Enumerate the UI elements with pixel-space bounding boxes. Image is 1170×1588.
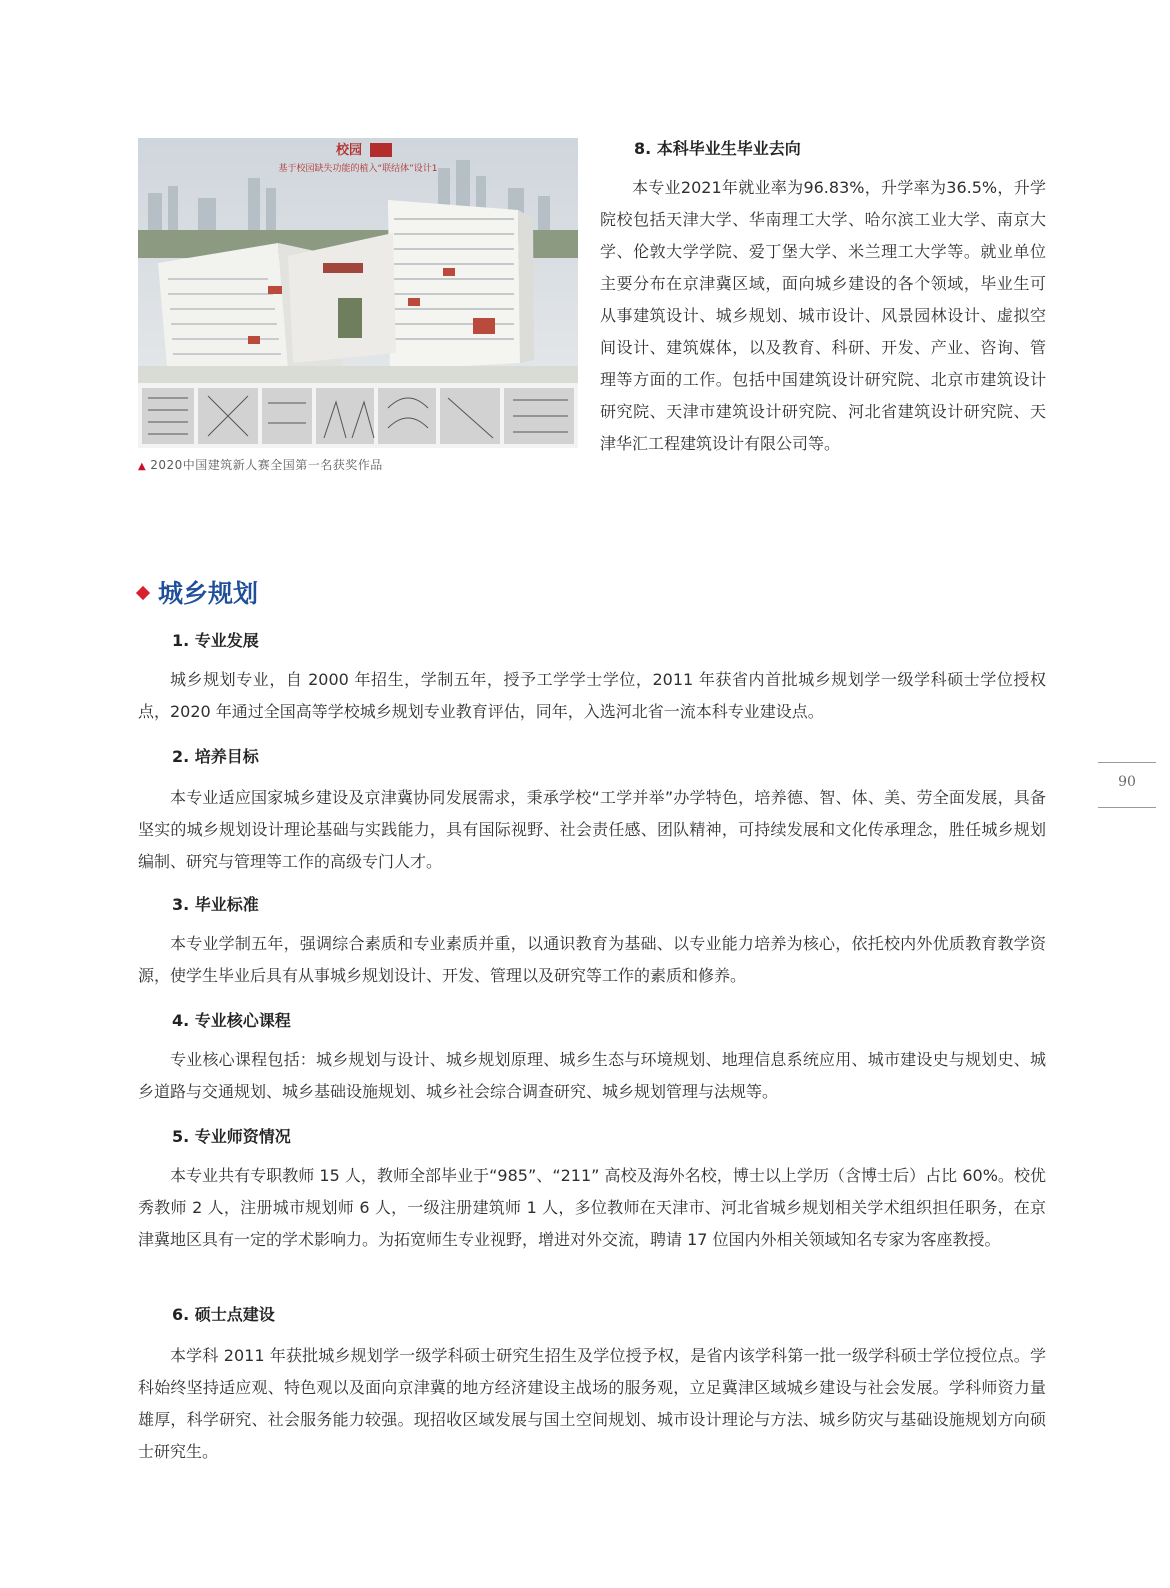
employment-text: 本专业2021年就业率为96.83%，升学率为36.5%，升学院校包括天津大学、华南理工大学、哈尔滨工业大学、南京大学、伦敦大学学院、爱丁堡大学、米兰理工大学等。就业单位主要分布在京津冀区域，面向城乡建设的各个领域，毕业生可从事建筑设计、城乡规划、城市设计、风景园林设计、虚拟空间设计、建筑媒体，以及教育、科研、开发、产业、咨询、管理等方面的工作。包括中国建筑设计研究院、北京市建筑设计研究院、天津市建筑设计研究院、河北省建筑设计研究院、天津华汇工程建筑设计有限公司等。 <box>600 178 1046 453</box>
section-title-text: 城乡规划 <box>158 579 259 608</box>
subsection-text-5: 本专业共有专职教师 15 人，教师全部毕业于“985”、“211” 高校及海外名校，博士以上学历（含博士后）占比 60%。校优秀教师 2 人，注册城市规划师 6 人，一级注册建筑师 1 人，多位教师在天津市、河北省城乡规划相关学术组织担任职务，在京津冀地区具有一定的学术影响力。为拓宽师生专业视野，增进对外交流，聘请 17 位国内外相关领域知名专家为客座教授。 <box>138 1166 1046 1249</box>
diamond-icon <box>136 586 150 600</box>
subsection-text-2: 本专业适应国家城乡建设及京津冀协同发展需求，秉承学校“工学并举”办学特色，培养德、智、体、美、劳全面发展，具备坚实的城乡规划设计理论基础与实践能力，具有国际视野、社会责任感、团队精神，可持续发展和文化传承理念，胜任城乡规划编制、研究与管理等工作的高级专门人才。 <box>138 788 1046 871</box>
subsection-heading-1: 1. 专业发展 <box>172 631 259 650</box>
page-number: 90 <box>1118 774 1136 790</box>
figure-title: 校园 <box>336 143 363 158</box>
subsection-heading-2: 2. 培养目标 <box>172 747 259 766</box>
subsection-text-4: 专业核心课程包括：城乡规划与设计、城乡规划原理、城乡生态与环境规划、地理信息系统应用、城市建设史与规划史、城乡道路与交通规划、城乡基础设施规划、城乡社会综合调查研究、城乡规划管理与法规等。 <box>138 1050 1046 1101</box>
subsection-text-6: 本学科 2011 年获批城乡规划学一级学科硕士研究生招生及学位授予权，是省内该学科第一批一级学科硕士学位授位点。学科始终坚持适应观、特色观以及面向京津冀的地方经济建设主战场的服务观，立足冀津区域城乡建设与社会发展。学科师资力量雄厚，科学研究、社会服务能力较强。现招收区域发展与国土空间规划、城市设计理论与方法、城乡防灾与基础设施规划方向硕士研究生。 <box>138 1346 1046 1461</box>
subsection-text-1: 城乡规划专业，自 2000 年招生，学制五年，授予工学学士学位，2011 年获省内首批城乡规划学一级学科硕士学位授权点，2020 年通过全国高等学校城乡规划专业教育评估，同年，入选河北省一流本科专业建设点。 <box>138 670 1046 721</box>
figure-caption <box>138 456 383 473</box>
figure-title-badge <box>370 143 392 157</box>
subsection-text-3: 本专业学制五年，强调综合素质和专业素质并重，以通识教育为基础、以专业能力培养为核心，依托校内外优质教育教学资源，使学生毕业后具有从事城乡规划设计、开发、管理以及研究等工作的素质和修养。 <box>138 934 1046 985</box>
figure-subtitle: 基于校园缺失功能的植入“联结体”设计1 <box>278 164 438 174</box>
architecture-rendering <box>138 138 578 448</box>
triangle-icon: ▲ <box>138 461 147 472</box>
section-title <box>138 574 258 610</box>
employment-heading: 8. 本科毕业生毕业去向 <box>634 139 801 158</box>
subsection-heading-3: 3. 毕业标准 <box>172 895 259 914</box>
subsection-heading-4: 4. 专业核心课程 <box>172 1011 291 1030</box>
competition-figure <box>138 138 578 448</box>
page-number-box <box>1098 762 1156 808</box>
figure-caption-text: 2020中国建筑新人赛全国第一名获奖作品 <box>150 458 383 472</box>
subsection-heading-6: 6. 硕士点建设 <box>172 1305 275 1324</box>
subsection-heading-5: 5. 专业师资情况 <box>172 1127 291 1146</box>
